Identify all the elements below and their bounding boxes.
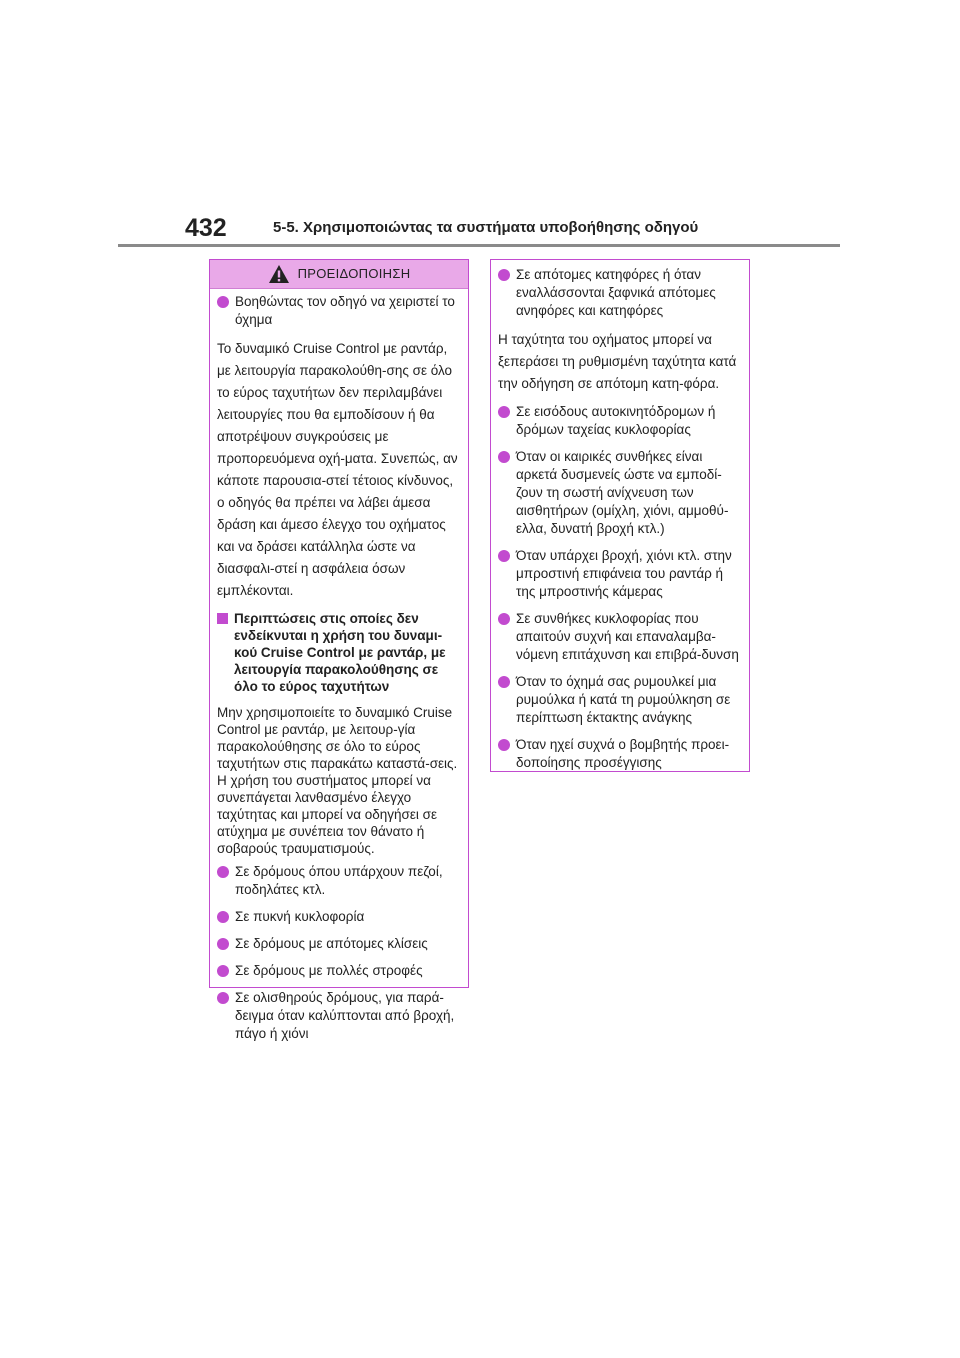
bullet-icon — [217, 911, 229, 923]
list-item — [498, 403, 742, 439]
warning-box — [209, 259, 469, 1041]
list-item-text: Όταν οι καιρικές συνθήκες είναι αρκετά δυσμενείς ώστε να εμποδί-ζουν τη σωστή ανίχνευση των αισθητήρων (ομίχλη, χιόνι, αμμοθύ-ελλα, δυνατή βροχή κτλ.) — [516, 449, 729, 536]
bullet-icon — [498, 550, 510, 562]
bullet-icon — [498, 451, 510, 463]
list-item-text: Σε δρόμους με πολλές στροφές — [235, 963, 423, 978]
bullet-icon — [217, 992, 229, 1004]
list-item-text: Σε δρόμους με απότομες κλίσεις — [235, 936, 428, 951]
list-item-text: Σε απότομες κατηφόρες ή όταν εναλλάσσονται ξαφνικά απότομες ανηφόρες και κατηφόρες — [516, 267, 716, 318]
list-item — [498, 547, 742, 601]
bullet-icon — [498, 269, 510, 281]
list-item-text: Σε πυκνή κυκλοφορία — [235, 909, 365, 924]
list-item-text: Όταν το όχημά σας ρυμουλκεί μια ρυμούλκα ή κατά τη ρυμούλκηση σε περίπτωση έκτακτης ανάγκης — [516, 674, 731, 725]
header-divider — [118, 244, 840, 247]
list-item — [217, 293, 461, 329]
paragraph: Η ταχύτητα του οχήματος μπορεί να ξεπεράσει τη ρυθμισμένη ταχύτητα κατά την οδήγηση σε απότομη κατη-φόρα. — [498, 332, 737, 391]
bullet-icon — [498, 406, 510, 418]
list-item — [498, 266, 742, 320]
warning-label: ΠΡΟΕΙΔΟΠΟΙΗΣΗ — [297, 266, 411, 281]
bullet-icon — [498, 739, 510, 751]
list-item-text: Βοηθώντας τον οδηγό να χειριστεί το όχημα — [235, 294, 455, 327]
bullet-icon — [217, 938, 229, 950]
list-item — [498, 610, 742, 664]
list-item — [217, 989, 461, 1043]
warning-triangle-icon — [268, 264, 290, 284]
list-item — [498, 673, 742, 727]
list-item — [498, 736, 742, 772]
paragraph: Το δυναμικό Cruise Control με ραντάρ, με λειτουργία παρακολούθη-σης σε όλο το εύρος ταχυτήτων δεν περιλαμβάνει λειτουργίες που θα εμποδίσουν ή θα αποτρέψουν συγκρούσεις με προπορευόμενα οχή-ματα. Συνεπώς, αν κάποτε παρουσια-στεί τέτοιος κίνδυνος, ο οδηγός θα πρέπει να λάβει άμεσα δράση και άμεσο έλεγχο του οχήματος και να δράσει κατάλληλα ώστε να διασφαλι-στεί η ασφάλεια όσων εμπλέκονται. — [217, 341, 458, 598]
bullet-icon — [498, 613, 510, 625]
list-item — [498, 448, 742, 538]
list-item — [217, 935, 461, 953]
warning-content — [210, 289, 468, 1043]
square-bullet-icon — [217, 613, 228, 624]
list-item — [217, 863, 461, 899]
bullet-icon — [217, 296, 229, 308]
list-item-text: Σε δρόμους όπου υπάρχουν πεζοί, ποδηλάτες κτλ. — [235, 864, 443, 897]
list-item-text: Σε εισόδους αυτοκινητόδρομων ή δρόμων ταχείας κυκλοφορίας — [516, 404, 716, 437]
paragraph: Μην χρησιμοποιείτε το δυναμικό Cruise Control με ραντάρ, με λειτουρ-γία παρακολούθησης σε όλο το εύρος ταχυτήτων στις παρακάτω καταστά-σεις. Η χρήση του συστήματος μπορεί να συνεπάγεται λανθασμένο έλεγχο ταχύτητας και μπορεί να οδηγήσει σε ατύχημα με συνέπεια τον θάνατο ή σοβαρούς τραυματισμούς. — [217, 705, 458, 856]
subsection-heading: Περιπτώσεις στις οποίες δεν ενδείκνυται η χρήση του δυναμι-κού Cruise Control με ραντάρ, με λειτουργία παρακολούθησης σε όλο το εύρος ταχυτήτων — [234, 611, 446, 694]
warning-content — [491, 260, 749, 772]
list-item-text: Σε συνθήκες κυκλοφορίας που απαιτούν συχνή και επαναλαμβα-νόμενη επιτάχυνση και επιβρά-δυνση — [516, 611, 739, 662]
list-item-text: Όταν υπάρχει βροχή, χιόνι κτλ. στην μπροστινή επιφάνεια του ραντάρ ή της μπροστινής κάμερας — [516, 548, 732, 599]
bullet-icon — [217, 866, 229, 878]
warning-header — [210, 260, 468, 289]
warning-box-continued — [490, 259, 750, 772]
list-item — [217, 962, 461, 980]
section-title: 5-5. Χρησιμοποιώντας τα συστήματα υποβοήθησης οδηγού — [273, 219, 699, 236]
page-header — [185, 214, 845, 244]
list-item-text: Σε ολισθηρούς δρόμους, για παρά-δειγμα όταν καλύπτονται από βροχή, πάγο ή χιόνι — [235, 990, 455, 1041]
bullet-icon — [498, 676, 510, 688]
list-item — [217, 908, 461, 926]
page-number: 432 — [185, 214, 227, 242]
subsection — [217, 610, 461, 695]
bullet-icon — [217, 965, 229, 977]
list-item-text: Όταν ηχεί συχνά ο βομβητής προει-δοποίησης προσέγγισης — [516, 737, 730, 770]
